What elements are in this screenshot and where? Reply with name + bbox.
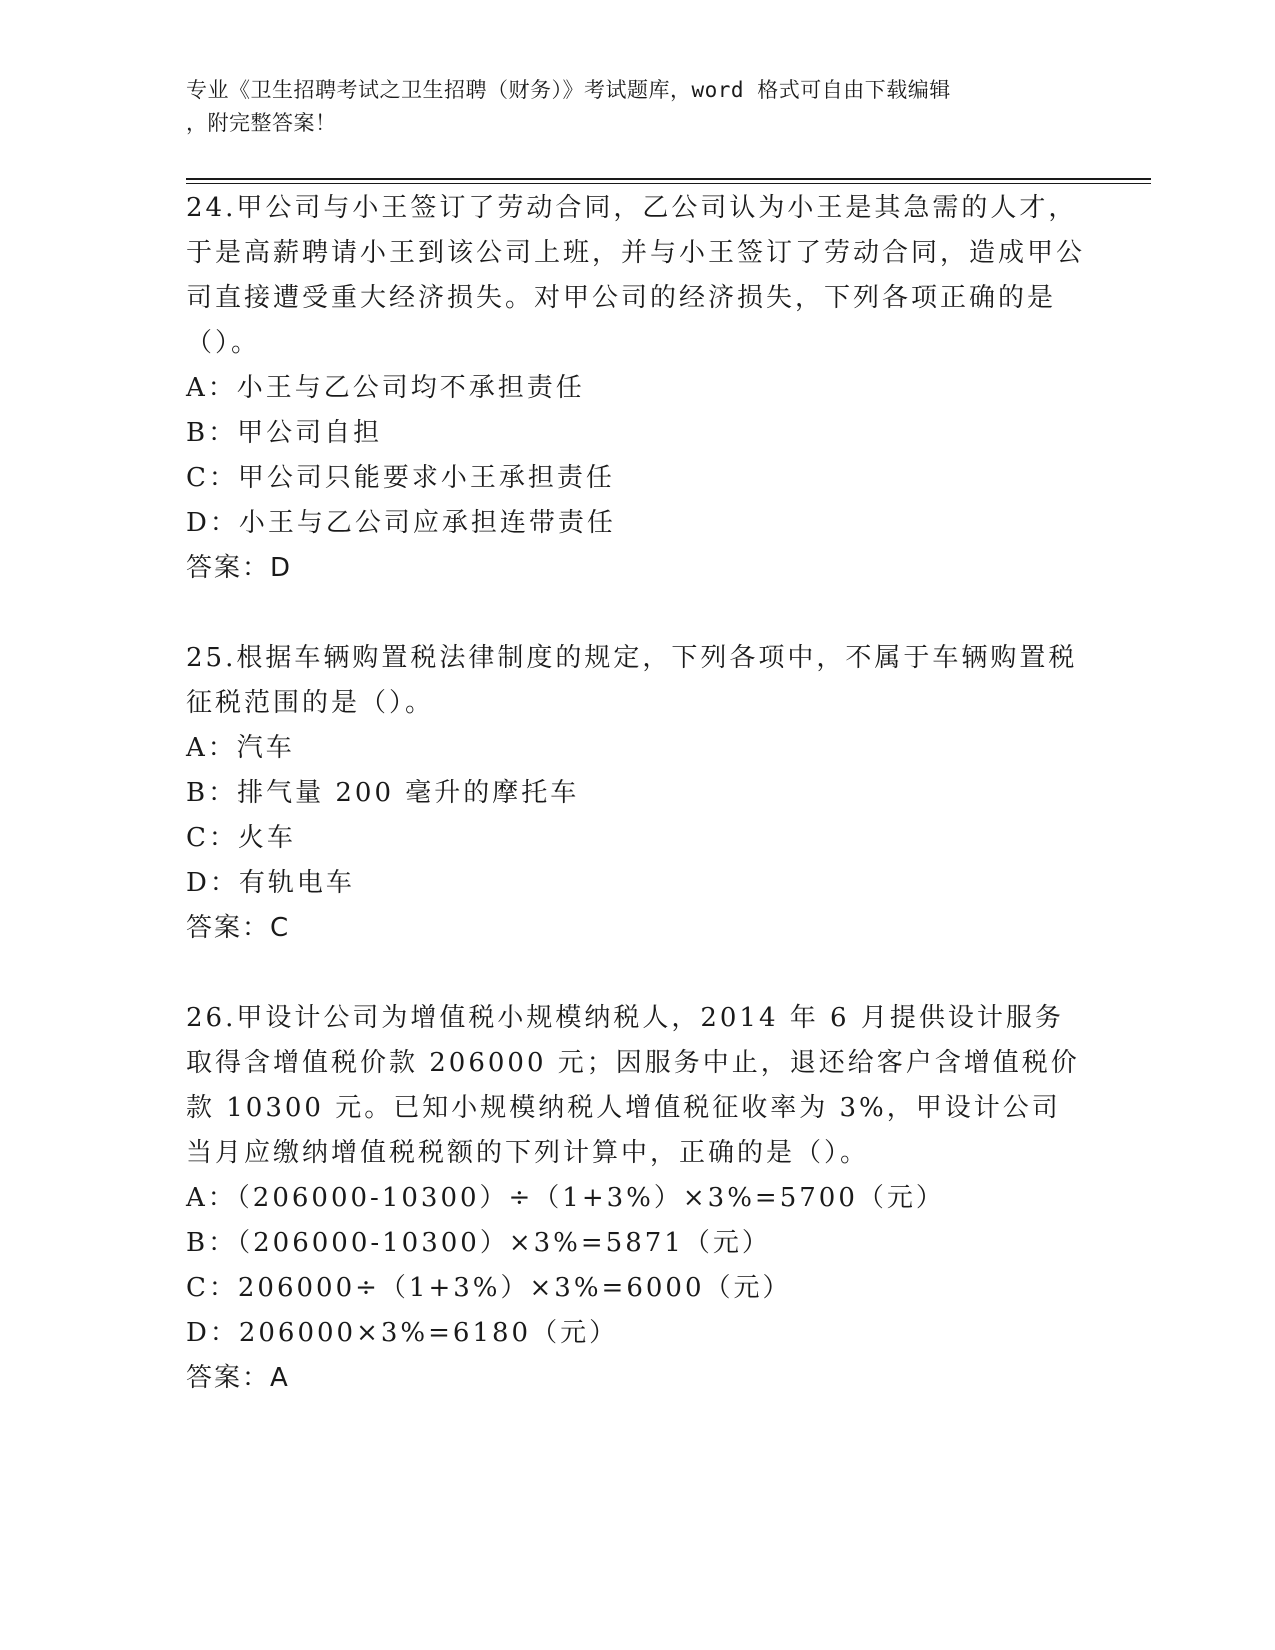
- question-stem: 24.甲公司与小王签订了劳动合同，乙公司认为小王是其急需的人才，于是高薪聘请小王到该公司上班，并与小王签订了劳动合同，造成甲公司直接遭受重大经济损失。对甲公司的经济损失，下列各项正确的是（）。: [186, 193, 1086, 358]
- option-b: B：排气量 200 毫升的摩托车: [186, 778, 580, 808]
- answer-line: 答案：D: [186, 553, 293, 583]
- answer-line: 答案：C: [186, 913, 291, 943]
- question-25: [186, 636, 1086, 951]
- option-d: D：小王与乙公司应承担连带责任: [186, 508, 616, 538]
- option-b: B：（206000-10300）×3%=5871（元）: [186, 1228, 771, 1258]
- option-c: C：火车: [186, 823, 296, 853]
- option-a: A：（206000-10300）÷（1+3%）×3%=5700（元）: [186, 1183, 945, 1213]
- option-c: C：206000÷（1+3%）×3%=6000（元）: [186, 1273, 792, 1303]
- option-b: B：甲公司自担: [186, 418, 383, 448]
- question-stem: 25.根据车辆购置税法律制度的规定，下列各项中，不属于车辆购置税征税范围的是（）。: [186, 643, 1078, 718]
- option-a: A：小王与乙公司均不承担责任: [186, 373, 585, 403]
- question-list: [186, 186, 1086, 1446]
- question-24: [186, 186, 1086, 591]
- option-a: A：汽车: [186, 733, 295, 763]
- document-header: [186, 74, 1066, 140]
- option-c: C：甲公司只能要求小王承担责任: [186, 463, 615, 493]
- question-stem: 26.甲设计公司为增值税小规模纳税人，2014 年 6 月提供设计服务取得含增值税价款 206000 元；因服务中止，退还给客户含增值税价款 10300 元。已知小规模纳税人增值税征收率为 3%，甲设计公司当月应缴纳增值税税额的下列计算中，正确的是（）。: [186, 1003, 1080, 1168]
- question-26: [186, 996, 1086, 1401]
- header-divider-thin: [186, 183, 1151, 184]
- option-d: D：206000×3%=6180（元）: [186, 1318, 619, 1348]
- answer-line: 答案：A: [186, 1363, 290, 1393]
- header-line-1: 专业《卫生招聘考试之卫生招聘（财务）》考试题库，word 格式可自由下载编辑: [186, 78, 951, 102]
- option-d: D：有轨电车: [186, 868, 355, 898]
- header-line-2: ，附完整答案！: [186, 111, 337, 135]
- header-divider-thick: [186, 178, 1151, 180]
